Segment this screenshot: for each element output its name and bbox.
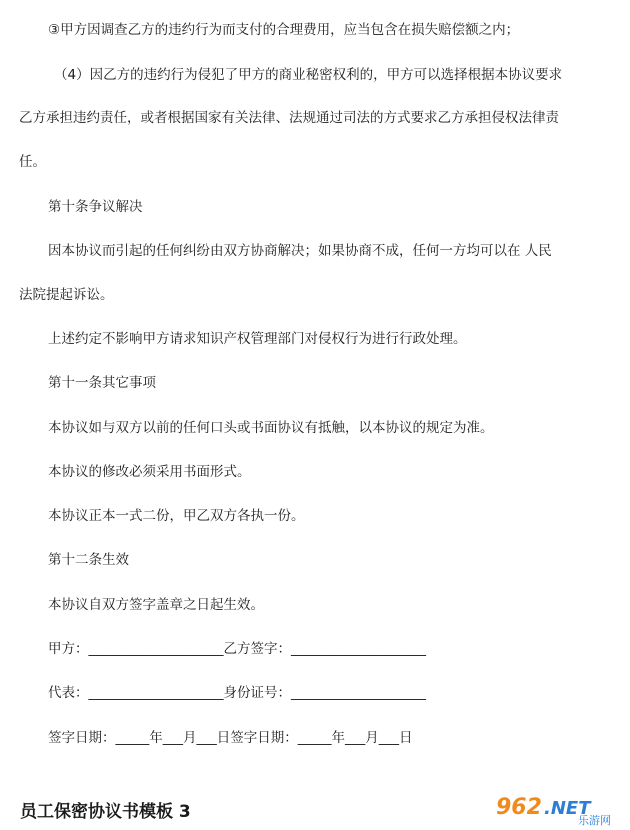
- watermark-sub: 乐游网: [578, 814, 611, 826]
- paragraph-clause-4-line3: 任。: [19, 154, 46, 170]
- signature-line-party-a: 甲方：____________________乙方签字：____________________: [48, 641, 426, 657]
- paragraph-clause-4-line2: 乙方承担违约责任，或者根据国家有关法律、法规通过司法的方式要求乙方承担侵权法律责: [19, 110, 559, 126]
- article-11-title: 第十一条其它事项: [48, 375, 156, 391]
- article-12-para1: 本协议自双方签字盖章之日起生效。: [48, 597, 264, 613]
- paragraph-clause-4-line1: （4）因乙方的违约行为侵犯了甲方的商业秘密权利的，甲方可以选择根据本协议要求: [54, 67, 563, 83]
- article-11-para3: 本协议正本一式二份，甲乙双方各执一份。: [48, 508, 305, 524]
- signature-line-date: 签字日期：_____年___月___日签字日期：_____年___月___日: [48, 730, 413, 746]
- article-11-para2: 本协议的修改必须采用书面形式。: [48, 464, 251, 480]
- signature-line-representative: 代表：____________________身份证号：____________________: [48, 685, 426, 701]
- paragraph-clause-3: ③甲方因调查乙方的违约行为而支付的合理费用，应当包含在损失赔偿额之内；: [48, 22, 520, 38]
- site-watermark-logo: [494, 790, 624, 826]
- article-10-title: 第十条争议解决: [48, 199, 143, 215]
- watermark-brand: 962: [496, 795, 542, 820]
- next-section-heading: 员工保密协议书模板 3: [20, 802, 191, 822]
- article-10-para2: 上述约定不影响甲方请求知识产权管理部门对侵权行为进行行政处理。: [48, 331, 467, 347]
- article-10-para1-line2: 法院提起诉讼。: [19, 287, 114, 303]
- svg-text:.NET: .NET: [544, 798, 591, 819]
- article-12-title: 第十二条生效: [48, 552, 129, 568]
- article-11-para1: 本协议如与双方以前的任何口头或书面协议有抵触，以本协议的规定为准。: [48, 420, 494, 436]
- article-10-para1-line1: 因本协议而引起的任何纠纷由双方协商解决；如果协商不成，任何一方均可以在 人民: [48, 243, 552, 259]
